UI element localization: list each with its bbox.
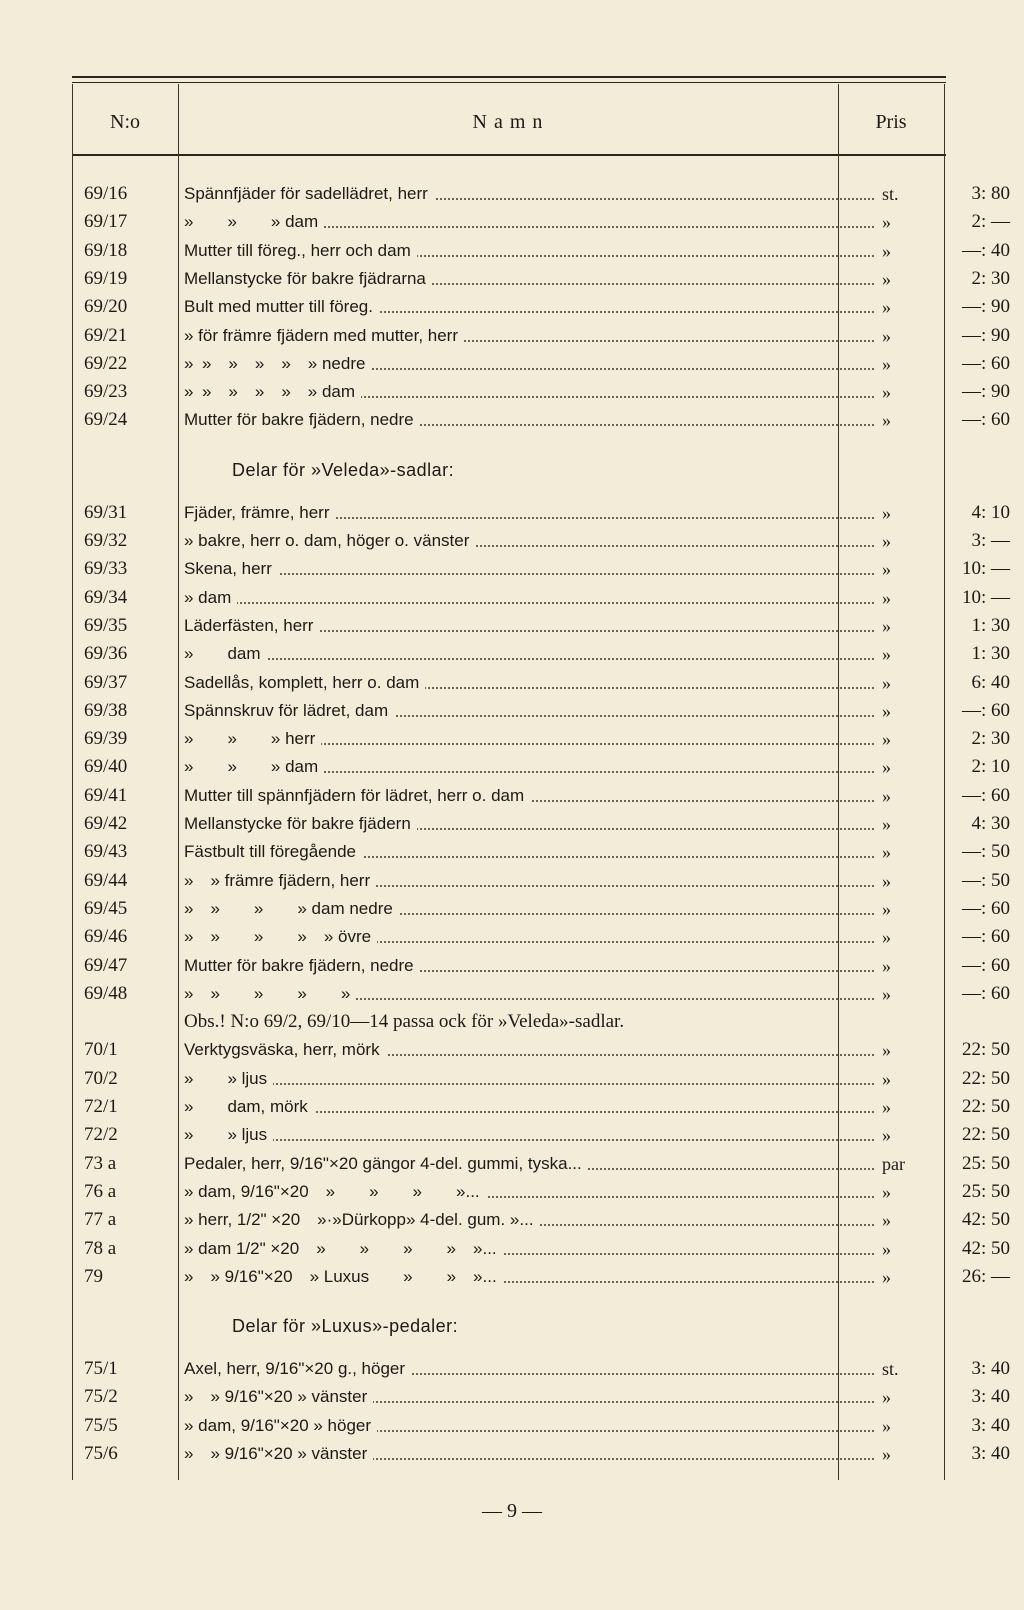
item-name <box>184 1383 874 1411</box>
leader-dots <box>184 1083 874 1085</box>
item-name-text: Mutter till föreg., herr och dam <box>184 241 417 260</box>
table-row <box>72 753 1010 781</box>
item-number: 69/42 <box>84 813 128 834</box>
item-price: 3: 40 <box>971 1443 1010 1464</box>
item-price: —: 40 <box>961 239 1010 261</box>
item-unit: » <box>878 406 918 434</box>
item-unit: » <box>878 640 918 668</box>
item-number: 69/41 <box>84 784 128 806</box>
item-number: 70/1 <box>84 1039 118 1061</box>
item-price: 4: 30 <box>971 813 1010 834</box>
table-row <box>72 322 1010 350</box>
item-unit: st. <box>878 1355 918 1383</box>
item-number: 76 a <box>84 1180 117 1202</box>
item-name-text: » » » » » » dam <box>184 382 361 401</box>
item-name <box>184 725 874 753</box>
item-number: 69/36 <box>84 643 128 665</box>
item-unit: » <box>878 1263 918 1291</box>
item-number: 70/2 <box>84 1067 118 1089</box>
item-name <box>184 980 874 1008</box>
table-row <box>72 867 1010 895</box>
item-name <box>184 1263 874 1291</box>
item-name-text: » » 9/16"×20 » vänster <box>184 1387 373 1406</box>
item-name-text: » » » herr <box>184 729 321 748</box>
item-name-text: » herr, 1/2" ×20 »·»Dürkopp» 4-del. gum. »... <box>184 1210 540 1229</box>
item-unit: » <box>878 237 918 265</box>
item-price: —: 90 <box>961 381 1010 403</box>
table-row <box>72 895 1010 923</box>
item-number: 69/43 <box>84 841 128 863</box>
item-name-text: Läderfästen, herr <box>184 616 319 635</box>
item-unit: » <box>878 753 918 781</box>
item-number: 72/2 <box>84 1124 118 1146</box>
item-name-text: » » 9/16"×20 » vänster <box>184 1444 373 1463</box>
item-name-text: » bakre, herr o. dam, höger o. vänster <box>184 531 475 550</box>
item-unit: » <box>878 293 918 321</box>
item-price: —: 50 <box>961 841 1010 863</box>
table-row <box>72 923 1010 951</box>
item-name <box>184 208 874 236</box>
table-row <box>72 810 1010 838</box>
item-name <box>184 265 874 293</box>
item-name <box>184 697 874 725</box>
item-name <box>184 293 874 321</box>
item-number: 69/18 <box>84 239 128 261</box>
item-number: 69/48 <box>84 982 128 1004</box>
item-number: 77 a <box>84 1209 117 1231</box>
item-unit: st. <box>878 180 918 208</box>
table-row <box>72 1036 1010 1064</box>
item-price: 22: 50 <box>961 1039 1010 1061</box>
item-price: 26: — <box>961 1265 1010 1287</box>
page-number: — 9 — <box>482 1500 542 1522</box>
item-price: 1: 30 <box>971 643 1010 665</box>
table-row <box>72 640 1010 668</box>
item-number: 69/44 <box>84 869 128 891</box>
item-name <box>184 838 874 866</box>
item-name-text: Pedaler, herr, 9/16"×20 gängor 4-del. gummi, tyska... <box>184 1154 588 1173</box>
item-price: 2: 30 <box>971 728 1010 750</box>
item-number: 69/46 <box>84 926 128 948</box>
item-name <box>184 895 874 923</box>
item-unit: » <box>878 265 918 293</box>
item-name-text: » dam <box>184 588 237 607</box>
item-unit: » <box>878 1383 918 1411</box>
item-name-text: » » ljus <box>184 1125 273 1144</box>
header-price: Pris <box>875 111 907 133</box>
item-name-text: Mellanstycke för bakre fjädrarna <box>184 269 432 288</box>
item-number: 69/38 <box>84 699 128 721</box>
top-rule <box>72 76 946 78</box>
item-name-text: Skena, herr <box>184 559 278 578</box>
item-unit: » <box>878 669 918 697</box>
item-name <box>184 180 874 208</box>
item-name-text: Spännfjäder för sadellädret, herr <box>184 184 434 203</box>
item-name-text: » dam, mörk <box>184 1097 314 1116</box>
item-name <box>184 1036 874 1064</box>
item-number: 69/35 <box>84 614 128 636</box>
item-unit: » <box>878 378 918 406</box>
item-name <box>184 923 874 951</box>
leader-dots <box>184 1139 874 1141</box>
item-price: 4: 10 <box>971 501 1010 523</box>
item-name <box>184 1206 874 1234</box>
item-name-text: » för främre fjädern med mutter, herr <box>184 326 464 345</box>
table-row <box>72 208 1010 236</box>
item-number: 75/1 <box>84 1358 118 1380</box>
item-price: 25: 50 <box>961 1180 1010 1202</box>
item-number: 69/34 <box>84 586 128 608</box>
table-row <box>72 1412 1010 1440</box>
item-name <box>184 1178 874 1206</box>
item-name-text: » » » » » övre <box>184 927 377 946</box>
item-price: 22: 50 <box>961 1067 1010 1089</box>
item-unit: » <box>878 527 918 555</box>
item-unit: » <box>878 322 918 350</box>
item-name <box>184 867 874 895</box>
item-unit: » <box>878 697 918 725</box>
item-unit: » <box>878 980 918 1008</box>
item-name <box>184 810 874 838</box>
item-unit: » <box>878 1412 918 1440</box>
item-number: 73 a <box>84 1152 117 1174</box>
table-row <box>72 697 1010 725</box>
item-price: —: 60 <box>961 784 1010 806</box>
header-rule <box>72 154 946 156</box>
item-name-text: Spännskruv för lädret, dam <box>184 701 394 720</box>
item-price: —: 60 <box>961 982 1010 1004</box>
leader-dots <box>184 658 874 660</box>
item-name-text: » dam 1/2" ×20 » » » » »... <box>184 1239 503 1258</box>
section-title: Delar för »Veleda»-sadlar: <box>232 459 455 480</box>
table-row <box>72 952 1010 980</box>
table-row <box>72 838 1010 866</box>
item-name <box>184 1412 874 1440</box>
item-price: 10: — <box>961 586 1010 608</box>
item-name <box>184 1121 874 1149</box>
item-name-text: » » » dam <box>184 212 324 231</box>
table-row <box>72 725 1010 753</box>
item-price: 3: 40 <box>971 1414 1010 1436</box>
item-name <box>184 753 874 781</box>
table-row <box>72 499 1010 527</box>
item-name-text: Mellanstycke för bakre fjädern <box>184 814 417 833</box>
item-name-text: » dam, 9/16"×20 » » » »... <box>184 1182 486 1201</box>
item-price: 2: 30 <box>971 267 1010 289</box>
header-no: N:o <box>110 111 140 133</box>
item-number: 75/2 <box>84 1386 118 1408</box>
item-unit: » <box>878 952 918 980</box>
item-name <box>184 669 874 697</box>
item-price: 42: 50 <box>961 1237 1010 1259</box>
table-row <box>72 1263 1010 1291</box>
item-price: 3: 40 <box>971 1358 1010 1380</box>
item-name-text: Fästbult till föregående <box>184 842 362 861</box>
item-name <box>184 612 874 640</box>
item-name-text: Fjäder, främre, herr <box>184 503 336 522</box>
item-name <box>184 322 874 350</box>
item-name <box>184 406 874 434</box>
table-row <box>72 1178 1010 1206</box>
item-price: 1: 30 <box>971 614 1010 636</box>
item-name <box>184 527 874 555</box>
item-number: 69/32 <box>84 530 128 551</box>
table-row <box>72 350 1010 378</box>
table-row <box>72 980 1010 1008</box>
item-price: —: 60 <box>961 897 1010 919</box>
item-unit: » <box>878 838 918 866</box>
table-row <box>72 406 1010 434</box>
table-row <box>72 1150 1010 1178</box>
table-row <box>72 555 1010 583</box>
item-price: 10: — <box>961 558 1010 580</box>
header-name: N a m n <box>472 111 544 133</box>
item-number: 69/21 <box>84 324 128 346</box>
item-name <box>184 1355 874 1383</box>
item-name <box>184 1440 874 1468</box>
item-number: 69/17 <box>84 211 128 233</box>
item-unit: » <box>878 923 918 951</box>
item-name-text: » dam, 9/16"×20 » höger <box>184 1416 377 1435</box>
item-name-text: Bult med mutter till föreg. <box>184 297 379 316</box>
item-unit: » <box>878 895 918 923</box>
item-price: —: 60 <box>961 352 1010 374</box>
item-name <box>184 584 874 612</box>
item-number: 75/6 <box>84 1443 118 1464</box>
item-unit: » <box>878 725 918 753</box>
item-number: 69/16 <box>84 183 128 204</box>
top-rule-second <box>72 82 946 83</box>
item-number: 69/24 <box>84 409 128 431</box>
item-unit: » <box>878 208 918 236</box>
item-name-text: Sadellås, komplett, herr o. dam <box>184 673 425 692</box>
item-name-text: Verktygsväska, herr, mörk <box>184 1040 386 1059</box>
item-name-text: Mutter för bakre fjädern, nedre <box>184 410 420 429</box>
item-number: 69/33 <box>84 558 128 580</box>
item-number: 78 a <box>84 1237 117 1259</box>
table-row <box>72 237 1010 265</box>
table-row <box>72 378 1010 406</box>
item-number: 69/23 <box>84 381 128 403</box>
table-row <box>72 293 1010 321</box>
item-name <box>184 640 874 668</box>
item-unit: » <box>878 555 918 583</box>
table-row <box>72 265 1010 293</box>
item-name-text: » » » » » <box>184 984 356 1003</box>
table-row <box>72 180 1010 208</box>
table-row <box>72 1235 1010 1263</box>
item-name <box>184 555 874 583</box>
item-unit: » <box>878 1036 918 1064</box>
leader-dots <box>184 573 874 575</box>
note: Obs.! N:o 69/2, 69/10—14 passa ock för »Veleda»-sadlar. <box>184 1011 625 1033</box>
table-row <box>72 782 1010 810</box>
item-name-text: Mutter till spännfjädern för lädret, herr o. dam <box>184 786 530 805</box>
item-price: 22: 50 <box>961 1124 1010 1146</box>
item-name-text: » » » » » » nedre <box>184 354 371 373</box>
item-name <box>184 1150 874 1178</box>
section-title: Delar för »Luxus»-pedaler: <box>232 1316 459 1337</box>
item-name <box>184 782 874 810</box>
item-price: 25: 50 <box>961 1152 1010 1174</box>
item-number: 69/39 <box>84 728 128 750</box>
table-row <box>72 1355 1010 1383</box>
table-row <box>72 1121 1010 1149</box>
item-number: 69/47 <box>84 954 128 976</box>
item-name-text: » » » dam <box>184 757 324 776</box>
table-row <box>72 584 1010 612</box>
item-number: 79 <box>84 1265 103 1287</box>
item-price: —: 60 <box>961 409 1010 431</box>
item-name-text: » » främre fjädern, herr <box>184 871 376 890</box>
item-unit: par <box>878 1150 918 1178</box>
item-price: 3: — <box>971 530 1010 551</box>
table-row <box>72 1440 1010 1468</box>
item-price: 3: 80 <box>971 183 1010 204</box>
item-number: 69/22 <box>84 352 128 374</box>
item-name <box>184 350 874 378</box>
item-price: —: 90 <box>961 296 1010 318</box>
table-row <box>72 1065 1010 1093</box>
item-unit: » <box>878 1121 918 1149</box>
item-number: 69/31 <box>84 501 128 523</box>
item-number: 75/5 <box>84 1414 118 1436</box>
item-price: 2: — <box>971 211 1010 233</box>
item-price: 22: 50 <box>961 1096 1010 1117</box>
item-number: 69/45 <box>84 897 128 919</box>
item-unit: » <box>878 1206 918 1234</box>
item-name-text: » » » » dam nedre <box>184 899 399 918</box>
item-price: 6: 40 <box>971 671 1010 693</box>
item-price: —: 60 <box>961 699 1010 721</box>
item-name <box>184 1235 874 1263</box>
item-price: 2: 10 <box>971 756 1010 778</box>
item-name-text: » » ljus <box>184 1069 273 1088</box>
item-unit: » <box>878 810 918 838</box>
item-unit: » <box>878 499 918 527</box>
item-price: —: 50 <box>961 869 1010 891</box>
item-unit: » <box>878 1065 918 1093</box>
item-number: 69/37 <box>84 671 128 693</box>
item-unit: » <box>878 350 918 378</box>
item-price: 42: 50 <box>961 1209 1010 1231</box>
table-row <box>72 527 1010 555</box>
item-name-text: Mutter för bakre fjädern, nedre <box>184 956 420 975</box>
item-price: —: 90 <box>961 324 1010 346</box>
item-price: 3: 40 <box>971 1386 1010 1408</box>
item-name <box>184 1065 874 1093</box>
table-row <box>72 669 1010 697</box>
item-unit: » <box>878 1093 918 1121</box>
item-name-text: » » 9/16"×20 » Luxus » » »... <box>184 1267 503 1286</box>
item-number: 72/1 <box>84 1096 118 1117</box>
table-row <box>72 1383 1010 1411</box>
item-number: 69/19 <box>84 267 128 289</box>
item-name-text: Axel, herr, 9/16"×20 g., höger <box>184 1359 411 1378</box>
table-row <box>72 612 1010 640</box>
item-price: —: 60 <box>961 954 1010 976</box>
table-row <box>72 1093 1010 1121</box>
item-unit: » <box>878 1440 918 1468</box>
item-unit: » <box>878 612 918 640</box>
item-unit: » <box>878 1235 918 1263</box>
table-row <box>72 1206 1010 1234</box>
item-unit: » <box>878 782 918 810</box>
item-name-text: » dam <box>184 644 267 663</box>
item-name <box>184 1093 874 1121</box>
leader-dots <box>184 602 874 604</box>
item-name <box>184 237 874 265</box>
item-unit: » <box>878 1178 918 1206</box>
item-unit: » <box>878 867 918 895</box>
item-name <box>184 952 874 980</box>
item-unit: » <box>878 584 918 612</box>
item-number: 69/40 <box>84 756 128 778</box>
item-name <box>184 499 874 527</box>
item-price: —: 60 <box>961 926 1010 948</box>
item-number: 69/20 <box>84 296 128 318</box>
item-name <box>184 378 874 406</box>
